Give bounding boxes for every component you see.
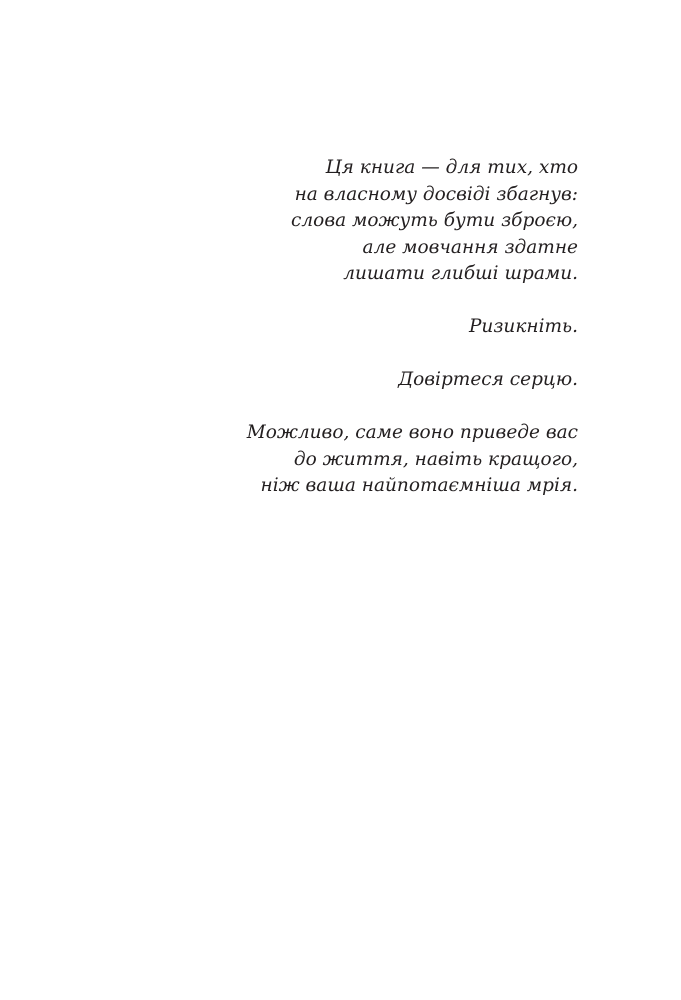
epigraph-stanza-1 bbox=[158, 155, 578, 288]
epigraph-stanza-2 bbox=[158, 314, 578, 341]
epigraph bbox=[158, 155, 578, 526]
epigraph-line: слова можуть бути зброєю, bbox=[291, 210, 578, 231]
epigraph-line: до життя, навіть кращого, bbox=[293, 448, 578, 470]
epigraph-line: Можливо, саме воно приведе вас bbox=[246, 422, 578, 443]
epigraph-line: ніж ваша найпотаємніша мрія. bbox=[260, 475, 578, 496]
epigraph-line: лишати глибші шрами. bbox=[343, 263, 578, 284]
epigraph-stanza-3 bbox=[158, 367, 578, 394]
epigraph-stanza-4 bbox=[158, 420, 578, 500]
epigraph-line: Довіртеся серцю. bbox=[398, 369, 578, 390]
epigraph-line: Ризикніть. bbox=[468, 316, 578, 337]
epigraph-line: на власному досвіді збагнув: bbox=[294, 183, 578, 205]
epigraph-line: Ця книга — для тих, хто bbox=[325, 157, 578, 178]
epigraph-line: але мовчання здатне bbox=[362, 236, 578, 258]
